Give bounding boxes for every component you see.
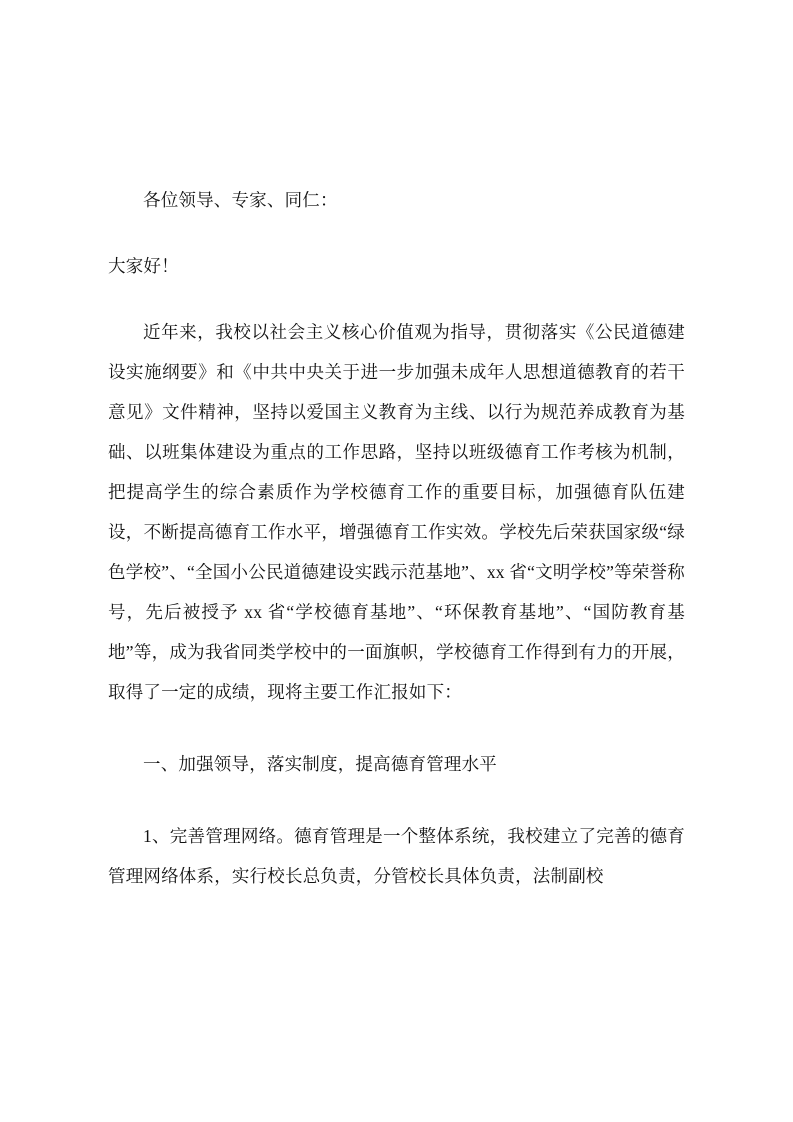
document-body (108, 180, 685, 896)
paragraph-salutation: 各位领导、专家、同仁： (143, 190, 338, 210)
paragraph-section-one-item-1: 1、完善管理网络。德育管理是一个整体系统，我校建立了完善的德育管理网络体系，实行校长总负责，分管校长具体负责，法制副校 (108, 826, 685, 886)
paragraph-introduction: 近年来，我校以社会主义核心价值观为指导，贯彻落实《公民道德建设实施纲要》和《中共中央关于进一步加强未成年人思想道德教育的若干意见》文件精神，坚持以爱国主义教育为主线、以行为规范养成教育为基础、以班集体建设为重点的工作思路，坚持以班级德育工作考核为机制，把提高学生的综合素质作为学校德育工作的重要目标，加强德育队伍建设，不断提高德育工作水平，增强德育工作实效。学校先后荣获国家级“绿色学校”、“全国小公民道德建设实践示范基地”、xx 省“文明学校”等荣誉称号，先后被授予 xx 省“学校德育基地”、“环保教育基地”、“国防教育基地”等，成为我省同类学校中的一面旗帜，学校德育工作得到有力的开展，取得了一定的成绩，现将主要工作汇报如下： (108, 322, 685, 702)
heading-section-one: 一、加强领导，落实制度，提高德育管理水平 (143, 754, 497, 774)
paragraph-greeting: 大家好！ (108, 256, 179, 276)
